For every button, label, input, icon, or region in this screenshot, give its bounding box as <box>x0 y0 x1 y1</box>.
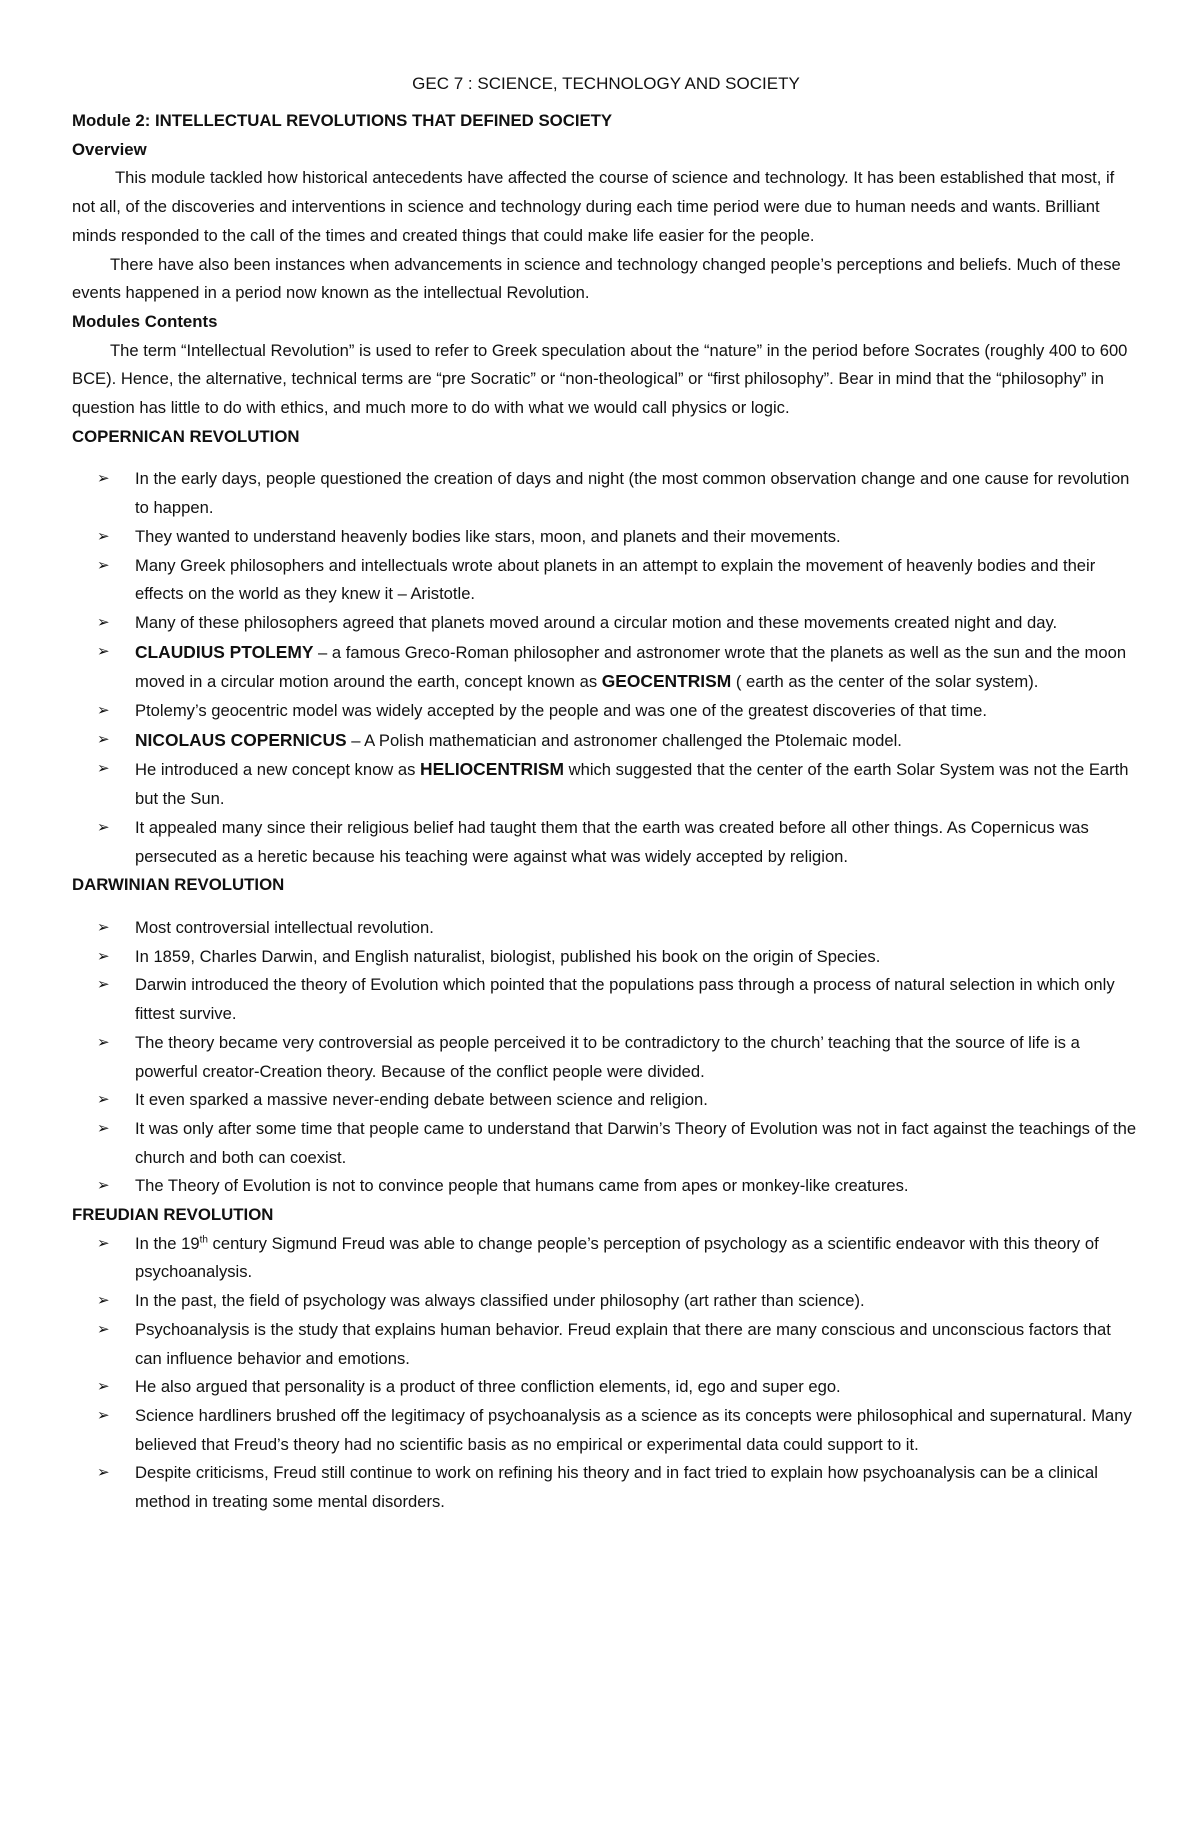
module-title: Module 2: INTELLECTUAL REVOLUTIONS THAT DEFINED SOCIETY <box>72 111 613 130</box>
term-claudius-ptolemy: CLAUDIUS PTOLEMY <box>135 641 314 662</box>
arrow-bullet-icon: ➢ <box>97 1464 110 1482</box>
list-item: ➢ It was only after some time that people came to understand that Darwin’s Theory of Evolution was not in fact against the teachings of the church and both can coexist. <box>72 1115 1140 1172</box>
arrow-bullet-icon: ➢ <box>97 1177 110 1195</box>
term-geocentrism: GEOCENTRISM <box>601 671 732 692</box>
copernican-list <box>72 465 1140 871</box>
overview-paragraph-1: This module tackled how historical antecedents have affected the course of science and technology. It has been established that most, if not all, of the discoveries and interventions in science and technology during each time period were due to human needs and wants. Brilliant minds responded to the call of the times and created things that could make life easier for the people. <box>72 168 1115 245</box>
list-item: ➢ They wanted to understand heavenly bodies like stars, moon, and planets and their movements. <box>72 523 1140 552</box>
arrow-bullet-icon: ➢ <box>97 1234 110 1252</box>
arrow-bullet-icon: ➢ <box>97 470 110 488</box>
arrow-bullet-icon: ➢ <box>97 702 110 720</box>
list-item: ➢ Darwin introduced the theory of Evolution which pointed that the populations pass through a process of natural selection in which only fittest survive. <box>72 971 1140 1028</box>
arrow-bullet-icon: ➢ <box>97 1320 110 1338</box>
arrow-bullet-icon: ➢ <box>97 642 110 660</box>
list-item: ➢ It appealed many since their religious belief had taught them that the earth was created before all other things. As Copernicus was persecuted as a heretic because his teaching were against what was widely accepted by religion. <box>72 814 1140 871</box>
arrow-bullet-icon: ➢ <box>97 1033 110 1051</box>
ordinal-superscript: th <box>199 1234 208 1246</box>
list-item: ➢ The Theory of Evolution is not to convince people that humans came from apes or monkey-like creatures. <box>72 1172 1140 1201</box>
list-item: ➢ NICOLAUS COPERNICUS – A Polish mathematician and astronomer challenged the Ptolemaic model. <box>72 726 1140 756</box>
list-item: ➢ The theory became very controversial as people perceived it to be contradictory to the church’ teaching that the source of life is a powerful creator-Creation theory. Because of the conflict people were divided. <box>72 1029 1140 1086</box>
term-heliocentrism: HELIOCENTRISM <box>420 759 564 780</box>
list-item: ➢ He also argued that personality is a product of three confliction elements, id, ego and super ego. <box>72 1373 1140 1402</box>
list-item: ➢ In the early days, people questioned the creation of days and night (the most common observation change and one cause for revolution to happen. <box>72 465 1140 522</box>
darwinian-list <box>72 914 1140 1201</box>
arrow-bullet-icon: ➢ <box>97 1378 110 1396</box>
darwinian-heading: DARWINIAN REVOLUTION <box>72 875 285 895</box>
document-title: GEC 7 : SCIENCE, TECHNOLOGY AND SOCIETY <box>412 74 800 93</box>
list-item: ➢ Psychoanalysis is the study that explains human behavior. Freud explain that there are many conscious and unconscious factors that can influence behavior and emotions. <box>72 1316 1140 1373</box>
arrow-bullet-icon: ➢ <box>97 527 110 545</box>
arrow-bullet-icon: ➢ <box>97 818 110 836</box>
contents-paragraph: The term “Intellectual Revolution” is used to refer to Greek speculation about the “nature” in the period before Socrates (roughly 400 to 600 BCE). Hence, the alternative, technical terms are “pre Socratic” or “non-theological” or “first philosophy”. Bear in mind that the “philosophy” in question has little to do with ethics, and much more to do with what we would call physics or logic. <box>72 340 1128 418</box>
list-item: ➢ Many of these philosophers agreed that planets moved around a circular motion and these movements created night and day. <box>72 609 1140 638</box>
arrow-bullet-icon: ➢ <box>97 556 110 574</box>
overview-heading: Overview <box>72 139 147 159</box>
freudian-heading: FREUDIAN REVOLUTION <box>72 1205 274 1225</box>
list-item: ➢ Most controversial intellectual revolution. <box>72 914 1140 943</box>
arrow-bullet-icon: ➢ <box>97 613 110 631</box>
list-item: ➢ CLAUDIUS PTOLEMY – a famous Greco-Roman philosopher and astronomer wrote that the planets as well as the sun and the moon moved in a circular motion around the earth, concept known as GEOCENTRISM ( earth as the center of the solar system). <box>72 638 1140 697</box>
arrow-bullet-icon: ➢ <box>97 730 110 748</box>
overview-paragraph-2: There have also been instances when advancements in science and technology changed people’s perceptions and beliefs. Much of these events happened in a period now known as the intellectual Revolution. <box>72 254 1121 303</box>
contents-heading: Modules Contents <box>72 311 218 331</box>
list-item: ➢ Despite criticisms, Freud still continue to work on refining his theory and in fact tried to explain how psychoanalysis can be a clinical method in treating some mental disorders. <box>72 1459 1140 1516</box>
arrow-bullet-icon: ➢ <box>97 947 110 965</box>
list-item: ➢ It even sparked a massive never-ending debate between science and religion. <box>72 1086 1140 1115</box>
list-item: ➢ In 1859, Charles Darwin, and English naturalist, biologist, published his book on the origin of Species. <box>72 943 1140 972</box>
arrow-bullet-icon: ➢ <box>97 760 110 778</box>
term-nicolaus-copernicus: NICOLAUS COPERNICUS <box>135 729 347 750</box>
arrow-bullet-icon: ➢ <box>97 1119 110 1137</box>
list-item: ➢ In the past, the field of psychology was always classified under philosophy (art rather than science). <box>72 1287 1140 1316</box>
arrow-bullet-icon: ➢ <box>97 976 110 994</box>
arrow-bullet-icon: ➢ <box>97 1292 110 1310</box>
list-item: ➢ Many Greek philosophers and intellectuals wrote about planets in an attempt to explain the movement of heavenly bodies and their effects on the world as they knew it – Aristotle. <box>72 552 1140 609</box>
list-item: ➢ Ptolemy’s geocentric model was widely accepted by the people and was one of the greatest discoveries of that time. <box>72 697 1140 726</box>
list-item: ➢ Science hardliners brushed off the legitimacy of psychoanalysis as a science as its concepts were philosophical and supernatural. Many believed that Freud’s theory had no scientific basis as no empirical or experimental data could support to it. <box>72 1402 1140 1459</box>
arrow-bullet-icon: ➢ <box>97 1091 110 1109</box>
list-item: ➢ In the 19th century Sigmund Freud was able to change people’s perception of psychology as a scientific endeavor with this theory of psychoanalysis. <box>72 1230 1140 1287</box>
copernican-heading: COPERNICAN REVOLUTION <box>72 426 300 446</box>
list-item: ➢ He introduced a new concept know as HELIOCENTRISM which suggested that the center of the earth Solar System was not the Earth but the Sun. <box>72 755 1140 813</box>
freudian-list <box>72 1230 1140 1517</box>
arrow-bullet-icon: ➢ <box>97 1406 110 1424</box>
arrow-bullet-icon: ➢ <box>97 918 110 936</box>
